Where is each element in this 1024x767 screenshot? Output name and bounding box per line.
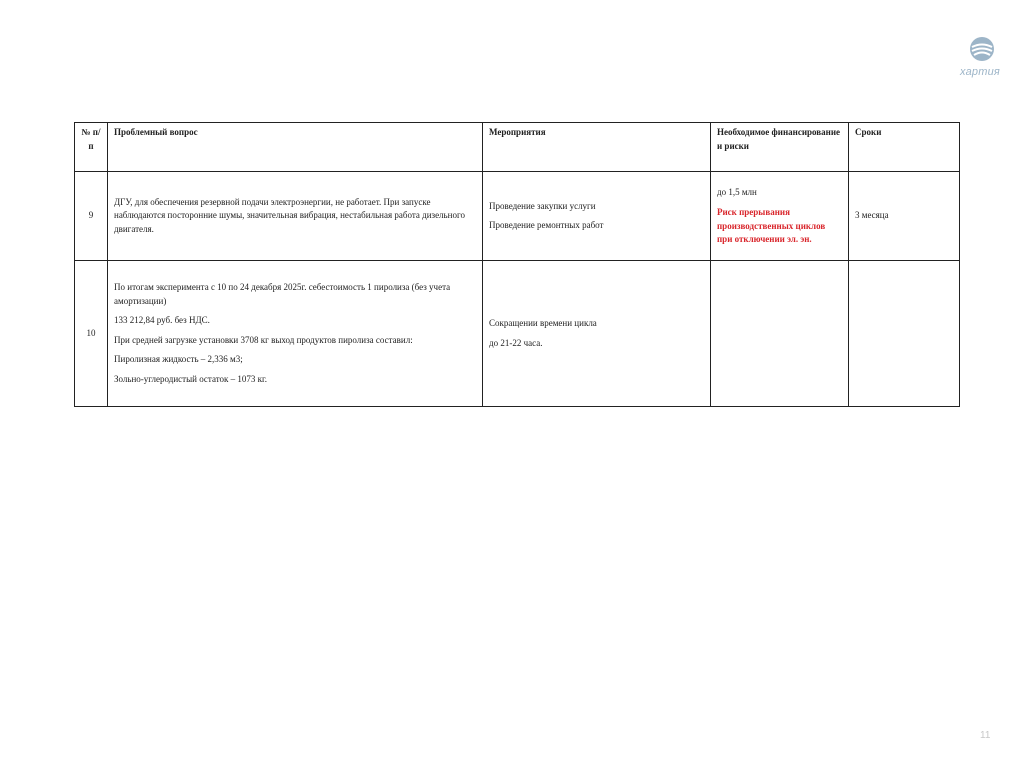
- measure-item: Проведение ремонтных работ: [489, 220, 604, 230]
- header-measures: Мероприятия: [483, 123, 711, 172]
- row-terms: [849, 261, 960, 407]
- header-funding: Необходимое финансирование и риски: [711, 123, 849, 172]
- row-funding: [711, 172, 849, 261]
- row-measures: [483, 261, 711, 407]
- row-num: 10: [75, 261, 108, 407]
- header-num: № п/п: [75, 123, 108, 172]
- problem-line: Зольно-углеродистый остаток – 1073 кг.: [114, 373, 267, 384]
- header-terms: Сроки: [849, 123, 960, 172]
- row-num: 9: [75, 172, 108, 261]
- problem-line: 133 212,84 руб. без НДС.: [114, 315, 210, 325]
- problem-line: Пиролизная жидкость – 2,336 м3;: [114, 354, 243, 364]
- logo-wordmark: хартия: [960, 66, 1000, 78]
- logo-mark-icon: [969, 36, 995, 62]
- row-funding: [711, 261, 849, 407]
- company-logo: [956, 36, 1004, 84]
- problem-line: При средней загрузке установки 3708 кг выход продуктов пиролиза составил:: [114, 334, 413, 345]
- row-problem: [108, 261, 483, 407]
- table-row: [75, 261, 960, 407]
- measure-item: Проведение закупки услуги: [489, 200, 596, 211]
- page-number: 11: [980, 730, 991, 741]
- measure-item: Сокращении времени цикла: [489, 318, 597, 328]
- funding-amount: до 1,5 млн: [717, 186, 757, 197]
- problem-line: По итогам эксперимента с 10 по 24 декабря 2025г. себестоимость 1 пиролиза (без учета амортизации): [114, 282, 451, 306]
- row-problem: ДГУ, для обеспечения резервной подачи электроэнергии, не работает. При запуске наблюдаются посторонние шумы, значительная вибрация, нестабильная работа дизельного двигателя.: [108, 172, 483, 261]
- header-problem: Проблемный вопрос: [108, 123, 483, 172]
- measure-item: до 21-22 часа.: [489, 337, 543, 348]
- row-measures: [483, 172, 711, 261]
- table-header-row: [75, 123, 960, 172]
- row-terms: 3 месяца: [849, 172, 960, 261]
- table-row: [75, 172, 960, 261]
- risk-note: Риск прерывания производственных циклов при отключении эл. эн.: [717, 207, 826, 244]
- issues-table: [74, 122, 960, 407]
